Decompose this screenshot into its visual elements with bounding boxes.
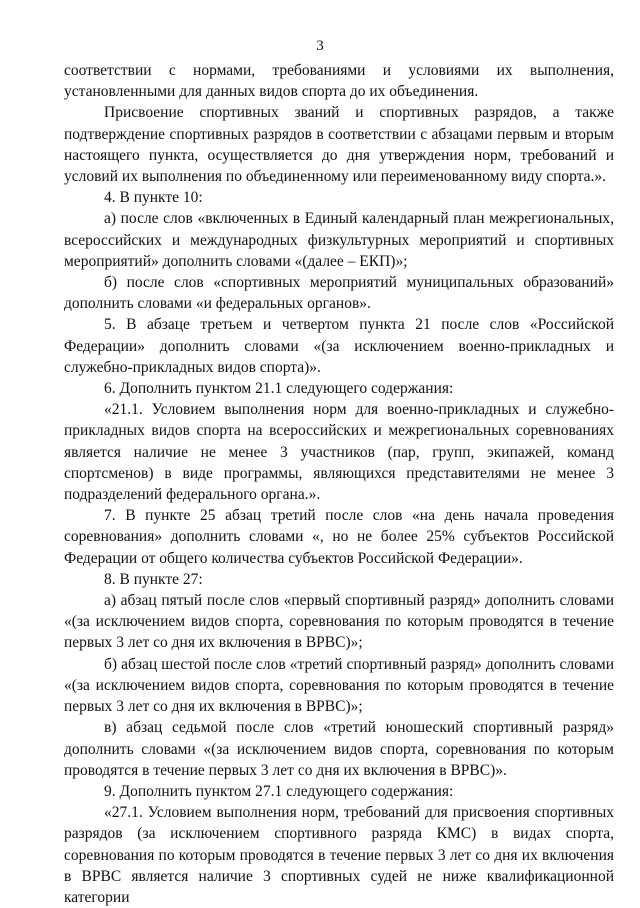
paragraph: 7. В пункте 25 абзац третий после слов «на день начала проведения соревнования» дополнить словами «, но не более 25% субъектов Российской Федерации от общего количества субъектов Российской Федерации». xyxy=(64,507,614,567)
page-number: 3 xyxy=(316,38,324,54)
paragraph: б) после слов «спортивных мероприятий муниципальных образований» дополнить словами «и федеральных органов». xyxy=(64,274,614,313)
paragraph: 5. В абзаце третьем и четвертом пункта 21 после слов «Российской Федерации» дополнить словами «(за исключением военно-прикладных и служебно-прикладных видов спорта)». xyxy=(64,316,614,376)
paragraph: 9. Дополнить пунктом 27.1 следующего содержания: xyxy=(104,782,454,800)
paragraph: Присвоение спортивных званий и спортивных разрядов, а также подтверждение спортивных разрядов в соответствии с абзацами первым и вторым настоящего пункта, осуществляется до дня утверждения норм, требований и условий их выполнения по объединенному или переименованному виду спорта.». xyxy=(64,104,614,186)
paragraph: 8. В пункте 27: xyxy=(104,570,203,588)
paragraph: «27.1. Условием выполнения норм, требований для присвоения спортивных разрядов (за исключением спортивного разряда КМС) в видах спорта, соревнования по которым проводятся в течение первых 3 лет со дня их включения в ВРВС является наличие 3 спортивных судей не ниже квалификационной категории xyxy=(64,804,614,906)
paragraph: в) абзац седьмой после слов «третий юношеский спортивный разряд» дополнить словами «(за исключением видов спорта, соревнования по которым проводятся в течение первых 3 лет со дня их включения в ВРВС)». xyxy=(64,719,614,779)
document-body xyxy=(64,60,614,908)
paragraph: «21.1. Условием выполнения норм для военно-прикладных и служебно-прикладных видов спорта на всероссийских и межрегиональных соревнованиях является наличие не менее 3 участников (пар, групп, экипажей, команд спортсменов) в виде программы, являющихся представителями не менее 3 подразделений федерального органа.». xyxy=(64,401,614,504)
paragraph: 4. В пункте 10: xyxy=(104,189,203,207)
paragraph: 6. Дополнить пунктом 21.1 следующего содержания: xyxy=(104,380,454,398)
paragraph: а) абзац пятый после слов «первый спортивный разряд» дополнить словами «(за исключением видов спорта, соревнования по которым проводятся в течение первых 3 лет со дня их включения в ВРВС)»; xyxy=(64,592,614,652)
paragraph: б) абзац шестой после слов «третий спортивный разряд» дополнить словами «(за исключением видов спорта, соревнования по которым проводятся в течение первых 3 лет со дня их включения в ВРВС)»; xyxy=(64,655,614,716)
paragraph: соответствии с нормами, требованиями и условиями их выполнения, установленными для данных видов спорта до их объединения. xyxy=(64,62,614,101)
paragraph: а) после слов «включенных в Единый календарный план межрегиональных, всероссийских и международных физкультурных мероприятий и спортивных мероприятий» дополнить словами «(далее – ЕКП)»; xyxy=(64,210,614,270)
